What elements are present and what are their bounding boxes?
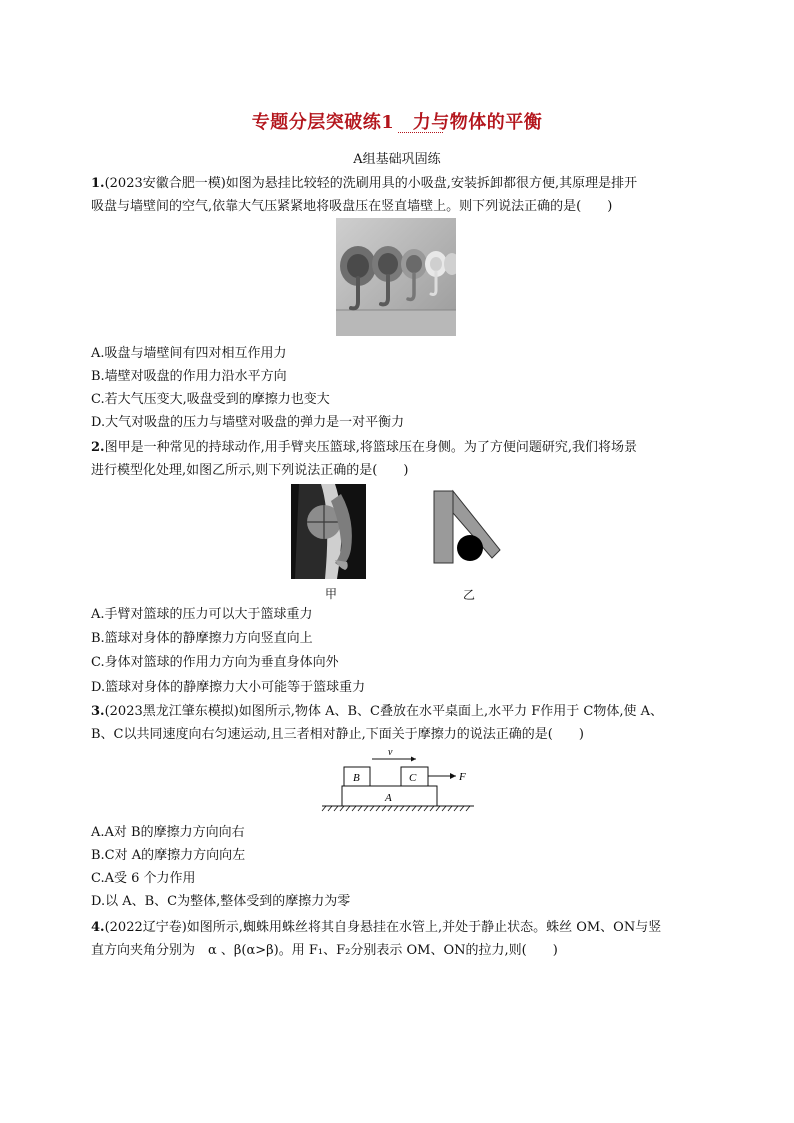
page-title-text: 专题分层突破练1 力与物体的平衡: [251, 112, 543, 133]
suction-cup-photo: [336, 218, 456, 336]
q3-option-d: D.以 A、B、C为整体,整体受到的摩擦力为零: [91, 894, 351, 909]
q2-line1: [91, 436, 637, 455]
q1-text-1: (2023安徽合肥一模)如图为悬挂比较轻的洗刷用具的小吸盘,安装拆卸都很方便,其原理是排开: [104, 176, 638, 191]
q3-option-b: B.C对 A的摩擦力方向向左: [91, 848, 246, 863]
q3-text-1: (2023黑龙江肇东模拟)如图所示,物体 A、B、C叠放在水平桌面上,水平力 F作用于 C物体,使 A、: [104, 704, 663, 719]
q1-option-a: A.吸盘与墙壁间有四对相互作用力: [91, 346, 287, 361]
q4-line1: [91, 916, 661, 935]
q1-line2: 吸盘与墙壁间的空气,依靠大气压紧紧地将吸盘压在竖直墙壁上。则下列说法正确的是( ): [91, 199, 613, 214]
section-title: A组基础巩固练: [353, 152, 441, 167]
block-b-label: B: [353, 772, 360, 784]
q1-number: 1.: [91, 176, 105, 191]
q3-option-a: A.A对 B的摩擦力方向向右: [91, 825, 245, 840]
q4-text-1: (2022辽宁卷)如图所示,蜘蛛用蛛丝将其自身悬挂在水管上,并处于静止状态。蛛丝 OM、ON与竖: [104, 920, 662, 935]
block-c-label: C: [409, 772, 417, 784]
q2-option-b: B.篮球对身体的静摩擦力方向竖直向上: [91, 631, 313, 646]
q3-line2: B、C以共同速度向右匀速运动,且三者相对静止,下面关于摩擦力的说法正确的是( ): [91, 727, 584, 742]
q2-option-d: D.篮球对身体的静摩擦力大小可能等于篮球重力: [91, 680, 366, 695]
q3-number: 3.: [91, 704, 105, 719]
title-underline: [398, 132, 443, 133]
basketball-hold-photo: [291, 484, 366, 579]
blocks-diagram: [318, 745, 478, 813]
q3-line1: [91, 700, 663, 719]
velocity-label: v: [388, 747, 393, 758]
q1-line1: [91, 172, 637, 191]
q2-text-1: 图甲是一种常见的持球动作,用手臂夹压篮球,将篮球压在身侧。为了方便问题研究,我们将场景: [104, 440, 637, 455]
figure-yi-label: 乙: [463, 588, 476, 602]
q1-option-b: B.墙壁对吸盘的作用力沿水平方向: [91, 369, 287, 384]
q4-number: 4.: [91, 920, 105, 935]
block-a-label: A: [385, 792, 392, 804]
page-title: [0, 108, 794, 134]
q1-option-d: D.大气对吸盘的压力与墙壁对吸盘的弹力是一对平衡力: [91, 415, 405, 430]
q1-option-c: C.若大气压变大,吸盘受到的摩擦力也变大: [91, 392, 330, 407]
q2-option-a: A.手臂对篮球的压力可以大于篮球重力: [91, 607, 313, 622]
q3-option-c: C.A受 6 个力作用: [91, 871, 196, 886]
model-diagram: [425, 488, 505, 568]
q2-number: 2.: [91, 440, 105, 455]
figure-jia-label: 甲: [325, 587, 338, 601]
q2-line2: 进行模型化处理,如图乙所示,则下列说法正确的是( ): [91, 463, 409, 478]
q2-option-c: C.身体对篮球的作用力方向为垂直身体向外: [91, 655, 339, 670]
force-f-label: F: [459, 771, 466, 783]
q4-line2: 直方向夹角分别为 α 、β(α>β)。用 F₁、F₂分别表示 OM、ON的拉力,则( ): [91, 943, 558, 958]
